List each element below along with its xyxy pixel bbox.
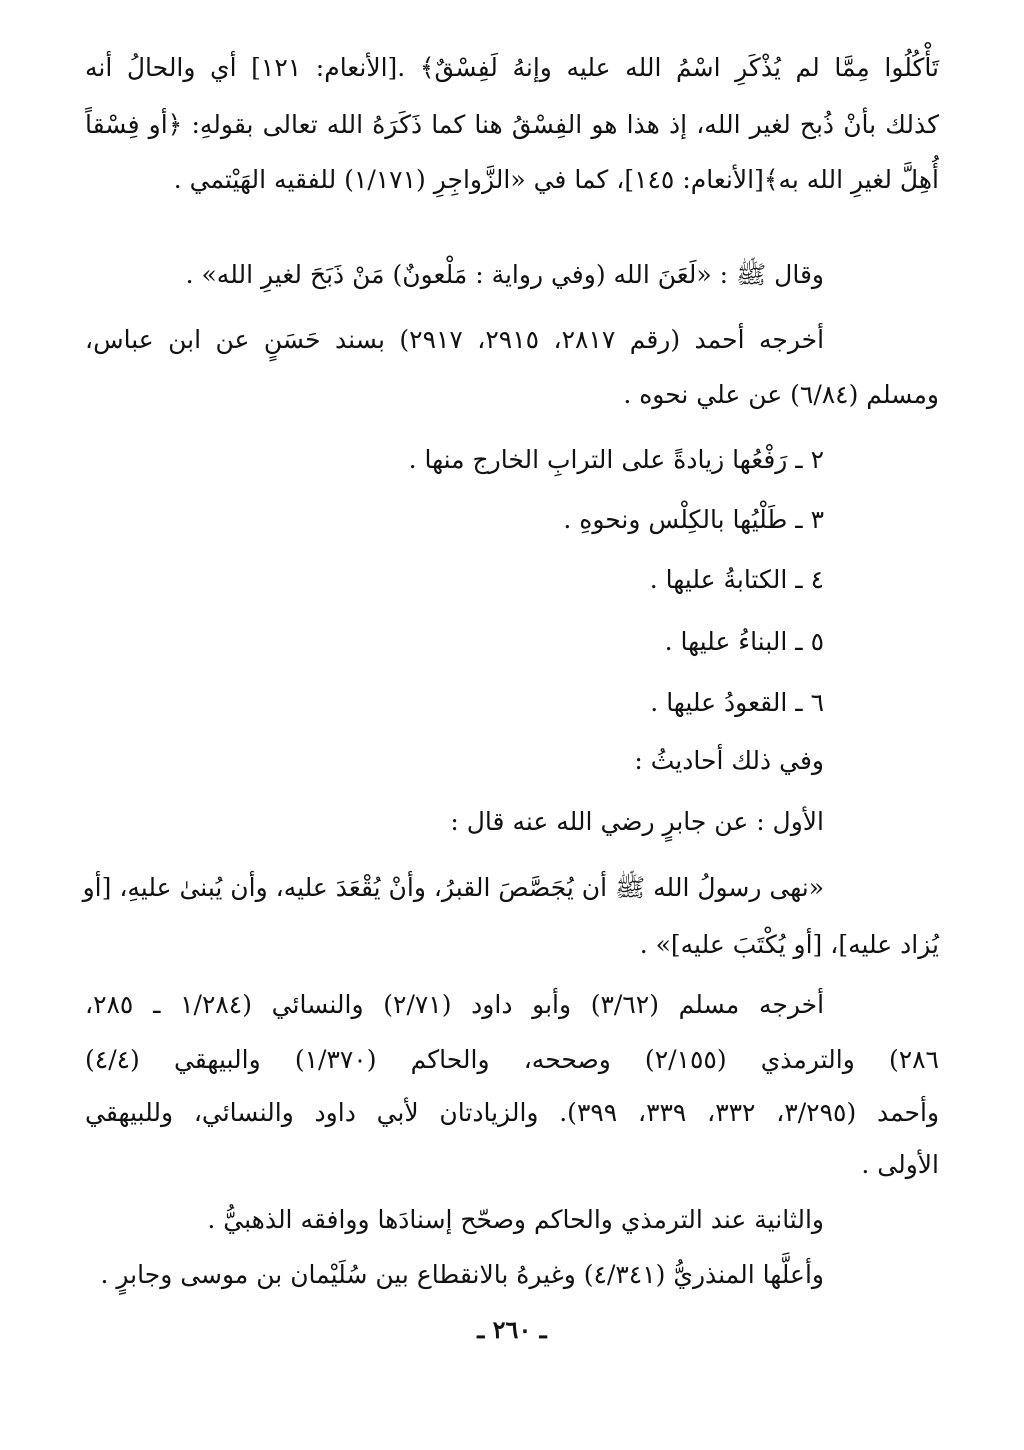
hadith-line: وقال ﷺ : «لَعَنَ الله (وفي رواية : مَلْعونٌ) مَنْ ذَبَحَ لغيرِ الله» .	[185, 260, 824, 289]
page-number: ـ ٢٦٠ ـ	[477, 1315, 547, 1344]
text-line: أُهِلَّ لغيرِ الله به﴾[الأنعام: ١٤٥]، كما في «الزَّواجِرِ (١/١٧١) للفقيه الهَيْتمي .	[173, 165, 939, 194]
takhrij-line: ومسلم (٦/٨٤) عن علي نحوه .	[623, 380, 939, 409]
list-item: ٦ ـ القعودُ عليها .	[650, 688, 824, 717]
takhrij-line: وأحمد (٣/٢٩٥، ٣٣٢، ٣٣٩، ٣٩٩). والزيادتان لأبي داود والنسائي، وللبيهقي	[85, 1098, 940, 1127]
hadith-intro: الأول : عن جابرٍ رضي الله عنه قال :	[450, 807, 824, 836]
list-item: ٤ ـ الكتابةُ عليها .	[649, 565, 824, 594]
section-heading: وفي ذلك أحاديثُ :	[634, 746, 824, 775]
text-line: والثانية عند الترمذي والحاكم وصحّح إسنادَها ووافقه الذهبيُّ .	[207, 1205, 824, 1234]
text-line: كذلك بأنْ ذُبح لغير الله، إذ هذا هو الفِسْقُ هنا كما ذَكَرَهُ الله تعالى بقولهِ: ﴿أو فِسْقاً	[85, 110, 939, 139]
takhrij-line: ٢٨٦) والترمذي (٢/١٥٥) وصححه، والحاكم (١/٣٧٠) والبيهقي (٤/٤)	[85, 1045, 939, 1074]
list-item: ٢ ـ رَفْعُها زيادةً على الترابِ الخارج منها .	[408, 445, 824, 474]
hadith-line: يُزاد عليه]، [أو يُكْتَبَ عليه]» .	[639, 930, 939, 959]
takhrij-line: أخرجه مسلم (٣/٦٢) وأبو داود (٢/٧١) والنسائي (١/٢٨٤ ـ ٢٨٥،	[85, 990, 825, 1019]
list-item: ٥ ـ البناءُ عليها .	[664, 627, 824, 656]
hadith-line: «نهى رسولُ الله ﷺ أن يُجَصَّصَ القبرُ، وأنْ يُقْعَدَ عليه، وأن يُبنىٰ عليهِ، [أو	[82, 873, 824, 902]
text-line: تَأْكُلُوا مِمَّا لم يُذْكَرِ اسْمُ الله عليه وإنهُ لَفِسْقٌ﴾ .[الأنعام: ١٢١] أي والحالُ أنه	[85, 53, 939, 82]
takhrij-line: الأولى .	[861, 1150, 939, 1179]
list-item: ٣ ـ طَلْيُها بالكِلْس ونحوهِ .	[563, 505, 824, 534]
text-line: وأعلَّها المنذريُّ (٤/٣٤١) وغيرهُ بالانقطاع بين سُلَيْمان بن موسى وجابرٍ .	[100, 1260, 824, 1289]
takhrij-line: أخرجه أحمد (رقم ٢٨١٧، ٢٩١٥، ٢٩١٧) بسند حَسَنٍ عن ابن عباس،	[85, 325, 825, 354]
